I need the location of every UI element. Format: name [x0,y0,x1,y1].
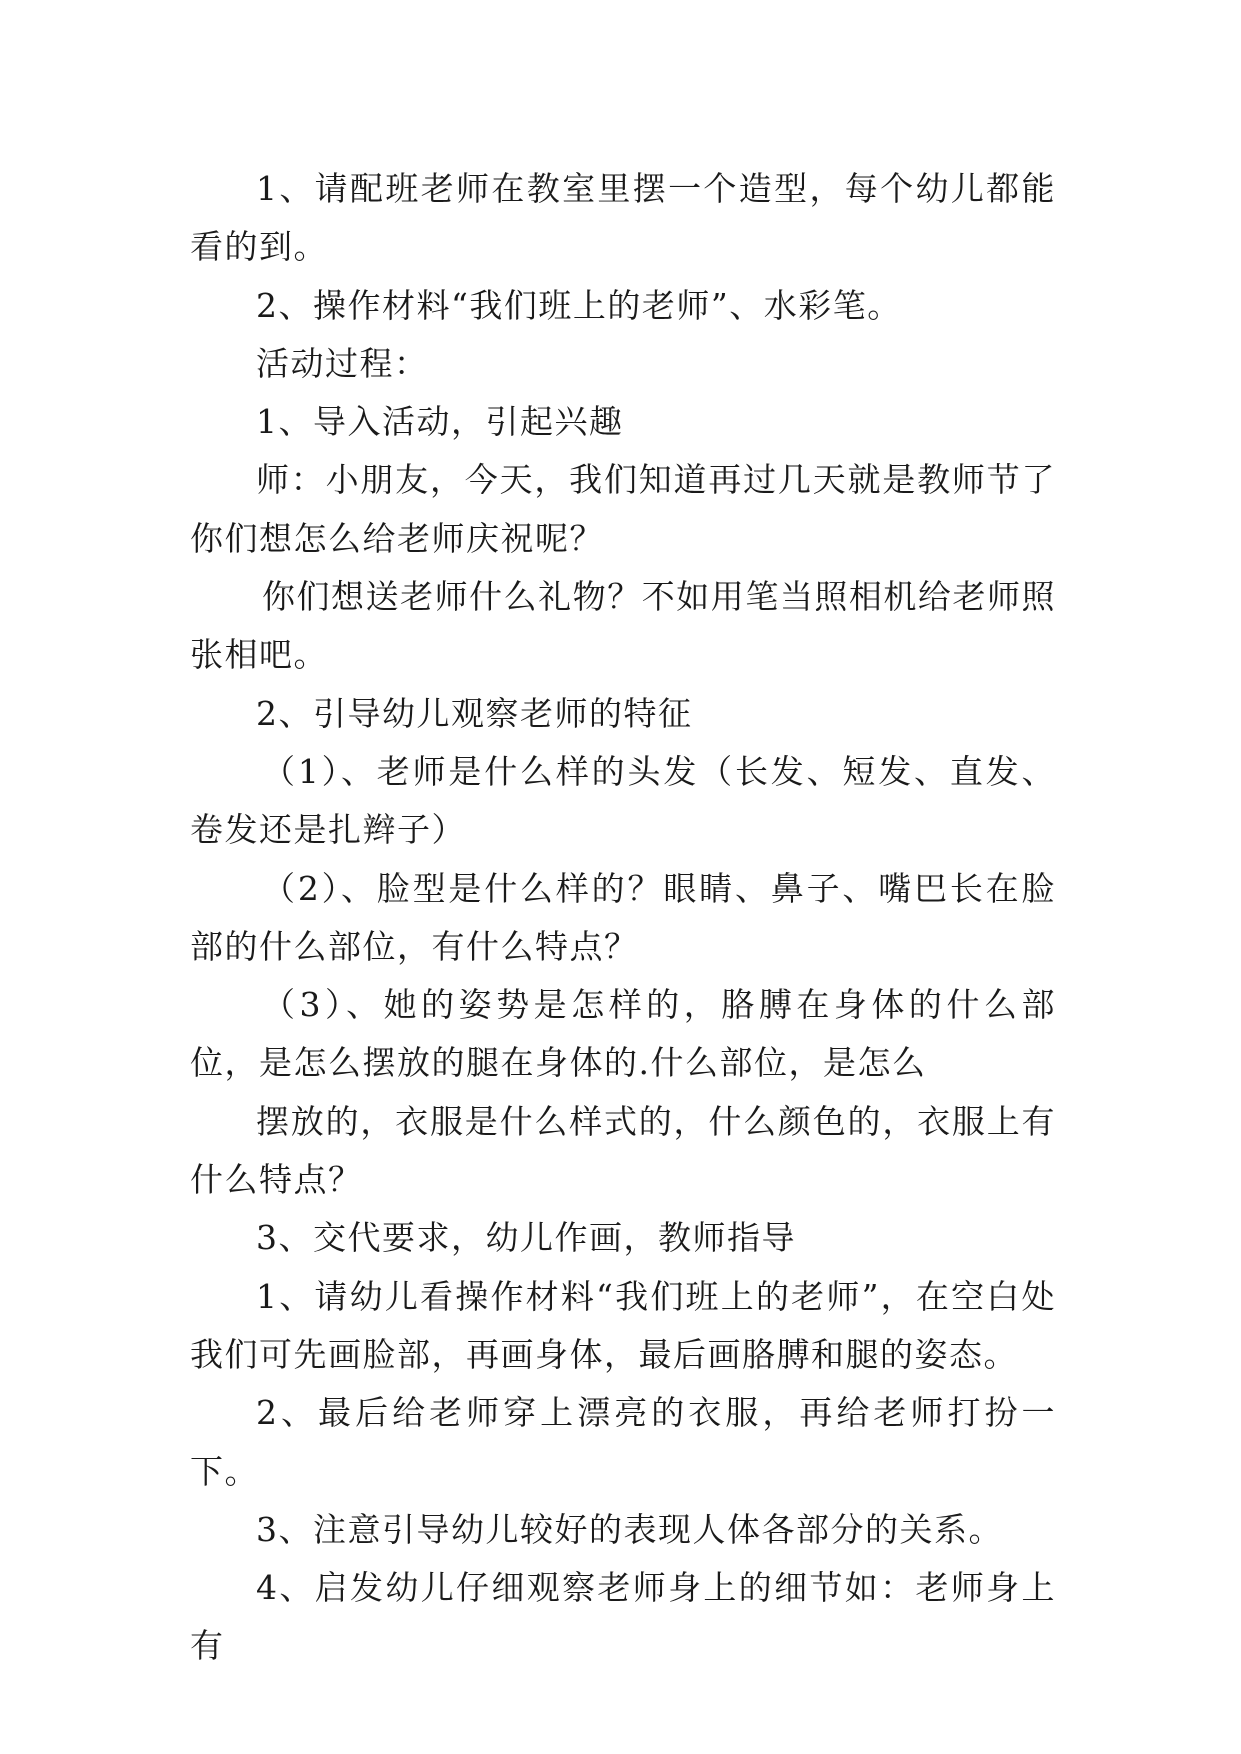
paragraph-14: 2、最后给老师穿上漂亮的衣服，再给老师打扮一下。 [190,1393,1056,1491]
paragraph-8: （1）、老师是什么样的头发（长发、短发、直发、卷发还是扎辫子） [190,751,1056,850]
paragraph-4: 1、导入活动，引起兴趣 [256,402,624,442]
paragraph-2: 2、操作材料“我们班上的老师”、水彩笔。 [256,285,902,325]
paragraph-10: （3）、她的姿势是怎样的，胳膊在身体的什么部位，是怎么摆放的腿在身体的.什么部位，是怎么 [190,985,1056,1083]
paragraph-11: 摆放的，衣服是什么样式的，什么颜色的，衣服上有什么特点？ [190,1101,1056,1200]
paragraph-12: 3、交代要求，幼儿作画，教师指导 [256,1218,796,1258]
paragraph-9: （2）、脸型是什么样的？眼睛、鼻子、嘴巴长在脸部的什么部位，有什么特点？ [190,868,1056,966]
paragraph-16: 4、启发幼儿仔细观察老师身上的细节如：老师身上有 [190,1568,1056,1666]
document-body [190,160,1056,1676]
paragraph-15: 3、注意引导幼儿较好的表现人体各部分的关系。 [256,1509,1003,1549]
paragraph-5: 师：小朋友，今天，我们知道再过几天就是教师节了你们想怎么给老师庆祝呢？ [190,460,1056,558]
paragraph-7: 2、引导幼儿观察老师的特征 [256,693,693,733]
paragraph-3: 活动过程： [256,343,429,383]
paragraph-13: 1、请幼儿看操作材料“我们班上的老师”，在空白处我们可先画脸部，再画身体，最后画胳膊和腿的姿态。 [190,1276,1056,1374]
paragraph-1: 1、请配班老师在教室里摆一个造型，每个幼儿都能看的到。 [190,169,1056,267]
paragraph-6: 你们想送老师什么礼物？不如用笔当照相机给老师照张相吧。 [190,577,1056,675]
